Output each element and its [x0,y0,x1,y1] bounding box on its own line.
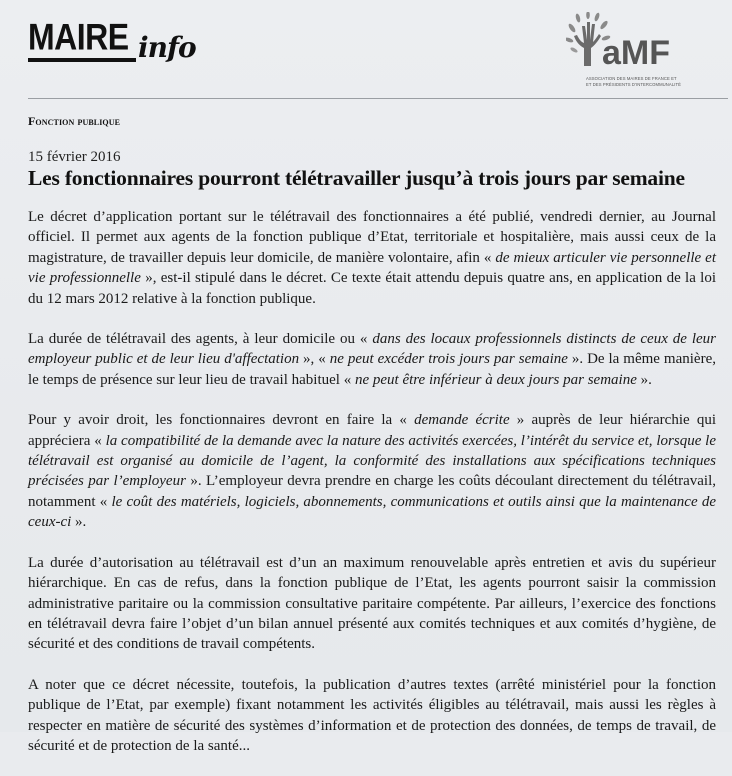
amf-tagline [586,76,720,88]
body-text: ». [71,514,87,531]
article-paragraph [28,329,716,390]
logo-maire-word: MAIRE [28,16,129,58]
body-text: Le décret d’application portant sur le télétravail des fonctionnaires a été publié, vendredi dernier, au Journal officiel. Il permet aux agents de la fonction publique d’Etat, territoriale et hospitalière, mais aussi ceux de la magistrature, de travailler depuis leur domicile, de manière volontaire, afin « [28,209,716,266]
amf-logo [566,12,716,92]
amf-tagline-line2: ET DES PRÉSIDENTS D'INTERCOMMUNALITÉ [586,82,682,87]
body-text: Pour y avoir droit, les fonctionnaires devront en faire la « [28,412,415,429]
article-title: Les fonctionnaires pourront télétravailler jusqu’à trois jours par semaine [28,166,685,190]
article-paragraph [28,207,716,309]
amf-letters: aMF [602,34,670,72]
quoted-text: dans des locaux professionnels distincts de ceux de leur employeur public et de leur lieu d'affectation [28,331,717,368]
quoted-text: la compatibilité de la demande avec la nature des activités exercées, l’intérêt du service et, lorsque le télétravail est organisé au domicile de l’agent, la conformité des installations aux spécifications techniques précisées par l’employeur [28,432,716,490]
body-text: ». L’employeur devra prendre en charge les coûts découlant directement du télétravail, notamment « [28,473,716,510]
body-text: A noter que ce décret nécessite, toutefois, la publication d’autres textes (arrêté ministériel pour la fonction publique de l’Etat, par exemple) fixant notamment les activités éligibles au télétravail, mais aussi les règles à respecter en matière de sécurité des systèmes d’information et de protection des données, de temps de travail, de sécurité et de protection de la santé... [28,676,716,754]
body-text: » auprès de leur hiérarchie qui appréciera « [28,412,717,449]
body-text: ». [636,371,652,388]
quoted-text: ne peut excéder trois jours par semaine [329,351,568,368]
quoted-text: demande écrite [414,412,510,429]
quoted-text: le coût des matériels, logiciels, abonnements, communications et outils ainsi que la maintenance de ceux-ci [28,493,716,531]
amf-tagline-line1: ASSOCIATION DES MAIRES DE FRANCE ET [586,76,677,81]
body-text: », est-il stipulé dans le décret. Ce texte était attendu depuis quatre ans, en application de la loi du 12 mars 2012 relative à la fonction publique. [28,270,716,307]
body-text: La durée de télétravail des agents, à leur domicile ou « [28,331,373,348]
article-paragraph [28,410,716,532]
body-text: », « [299,351,330,368]
article-body [28,207,716,776]
maire-info-logo [28,14,248,74]
article-paragraph [28,553,716,655]
body-text: La durée d’autorisation au télétravail est d’un an maximum renouvelable après entretien et avis du supérieur hiérarchique. En cas de refus, dans la fonction publique de l’Etat, les agents pourront saisir la commission administrative paritaire ou la commission consultative paritaire compétente. Par ailleurs, l’exercice des fonctions en télétravail devra faire l’objet d’un bilan annuel présenté aux comités techniques et aux comités d’hygiène, de sécurité et des conditions de travail compétents. [28,554,716,653]
quoted-text: de mieux articuler vie personnelle et vie professionnelle [28,249,716,287]
article-date: 15 février 2016 [28,149,121,165]
logo-underline [28,58,136,62]
logo-info-word: info [138,31,196,64]
header-divider [28,98,728,99]
body-text: ». De la même manière, le temps de présence sur leur lieu de travail habituel « [28,351,716,388]
quoted-text: ne peut être inférieur à deux jours par semaine [354,371,637,388]
article-paragraph [28,675,716,757]
section-label: Fonction publique [28,114,121,128]
